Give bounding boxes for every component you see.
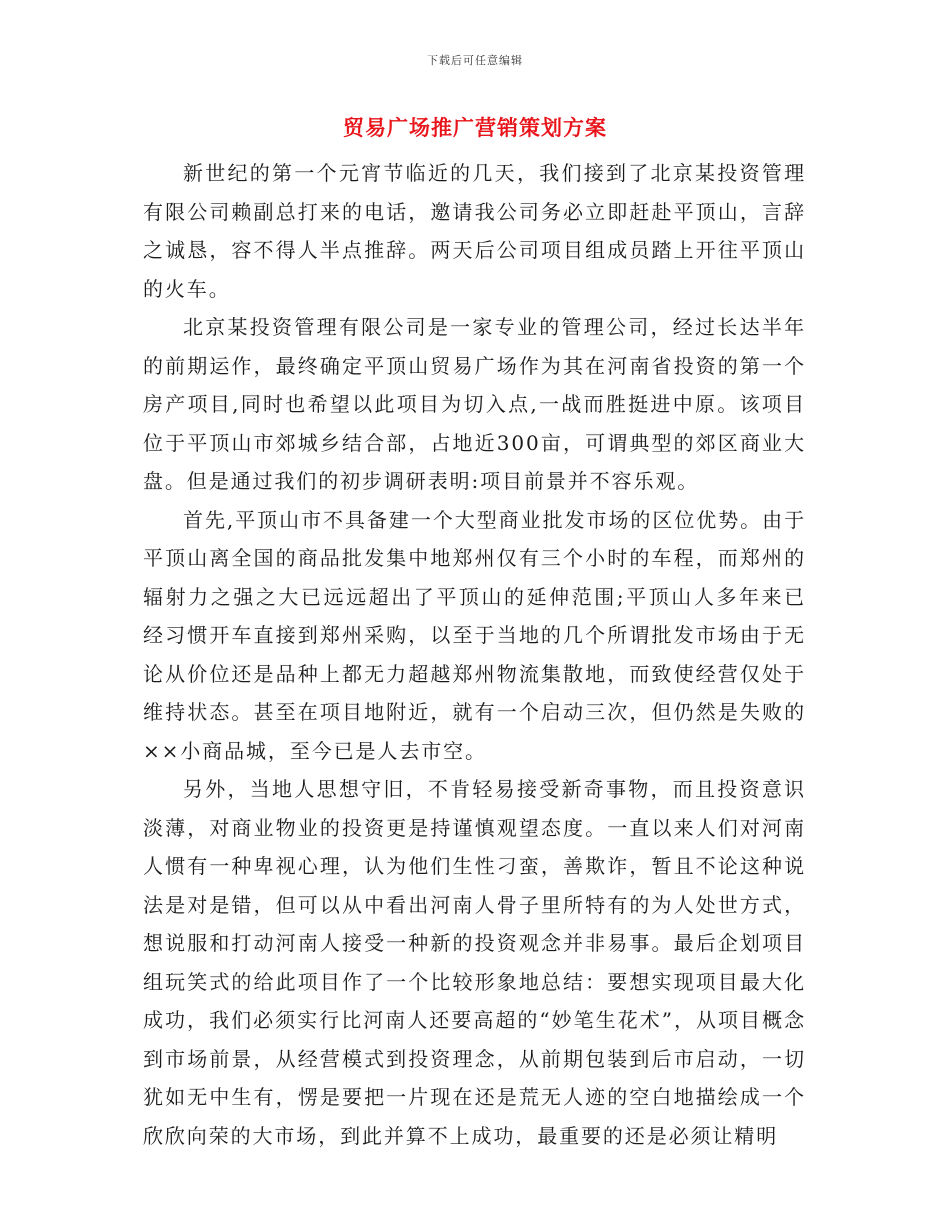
document-title: 贸易广场推广营销策划方案 xyxy=(343,115,607,140)
page-header: 下载后可任意编辑 xyxy=(427,54,523,67)
paragraph-1: 新世纪的第一个元宵节临近的几天，我们接到了北京某投资管理有限公司赖副总打来的电话，邀请我公司务必立即赶赴平顶山，言辞之诚恳，容不得人半点推辞。两天后公司项目组成员踏上开往平顶山的火车。 xyxy=(143,161,806,301)
paragraph-4: 另外，当地人思想守旧，不肯轻易接受新奇事物，而且投资意识淡薄，对商业物业的投资更是持谨慎观望态度。一直以来人们对河南人惯有一种卑视心理，认为他们生性刁蛮，善欺诈，暂且不论这种说法是对是错，但可以从中看出河南人骨子里所特有的为人处世方式，想说服和打动河南人接受一种新的投资观念并非易事。最后企划项目组玩笑式的给此项目作了一个比较形象地总结：要想实现项目最大化成功，我们必须实行比河南人还要高超的“妙笔生花术”，从项目概念到市场前景，从经营模式到投资理念，从前期包装到后市启动，一切犹如无中生有，愣是要把一片现在还是荒无人迹的空白地描绘成一个欣欣向荣的大市场，到此并算不上成功，最重要的还是必须让精明 xyxy=(143,777,806,1148)
document-body xyxy=(143,154,806,1155)
paragraph-2: 北京某投资管理有限公司是一家专业的管理公司，经过长达半年的前期运作，最终确定平顶山贸易广场作为其在河南省投资的第一个房产项目,同时也希望以此项目为切入点,一战而胜挺进中原。该项目位于平顶山市郊城乡结合部，占地近300亩，可谓典型的郊区商业大盘。但是通过我们的初步调研表明:项目前景并不容乐观。 xyxy=(143,315,806,493)
paragraph-3: 首先,平顶山市不具备建一个大型商业批发市场的区位优势。由于平顶山离全国的商品批发集中地郑州仅有三个小时的车程，而郑州的辐射力之强之大已远远超出了平顶山的延伸范围;平顶山人多年来已经习惯开车直接到郑州采购，以至于当地的几个所谓批发市场由于无论从价位还是品种上都无力超越郑州物流集散地，而致使经营仅处于维持状态。甚至在项目地附近，就有一个启动三次，但仍然是失败的××小商品城，至今已是人去市空。 xyxy=(143,507,806,763)
